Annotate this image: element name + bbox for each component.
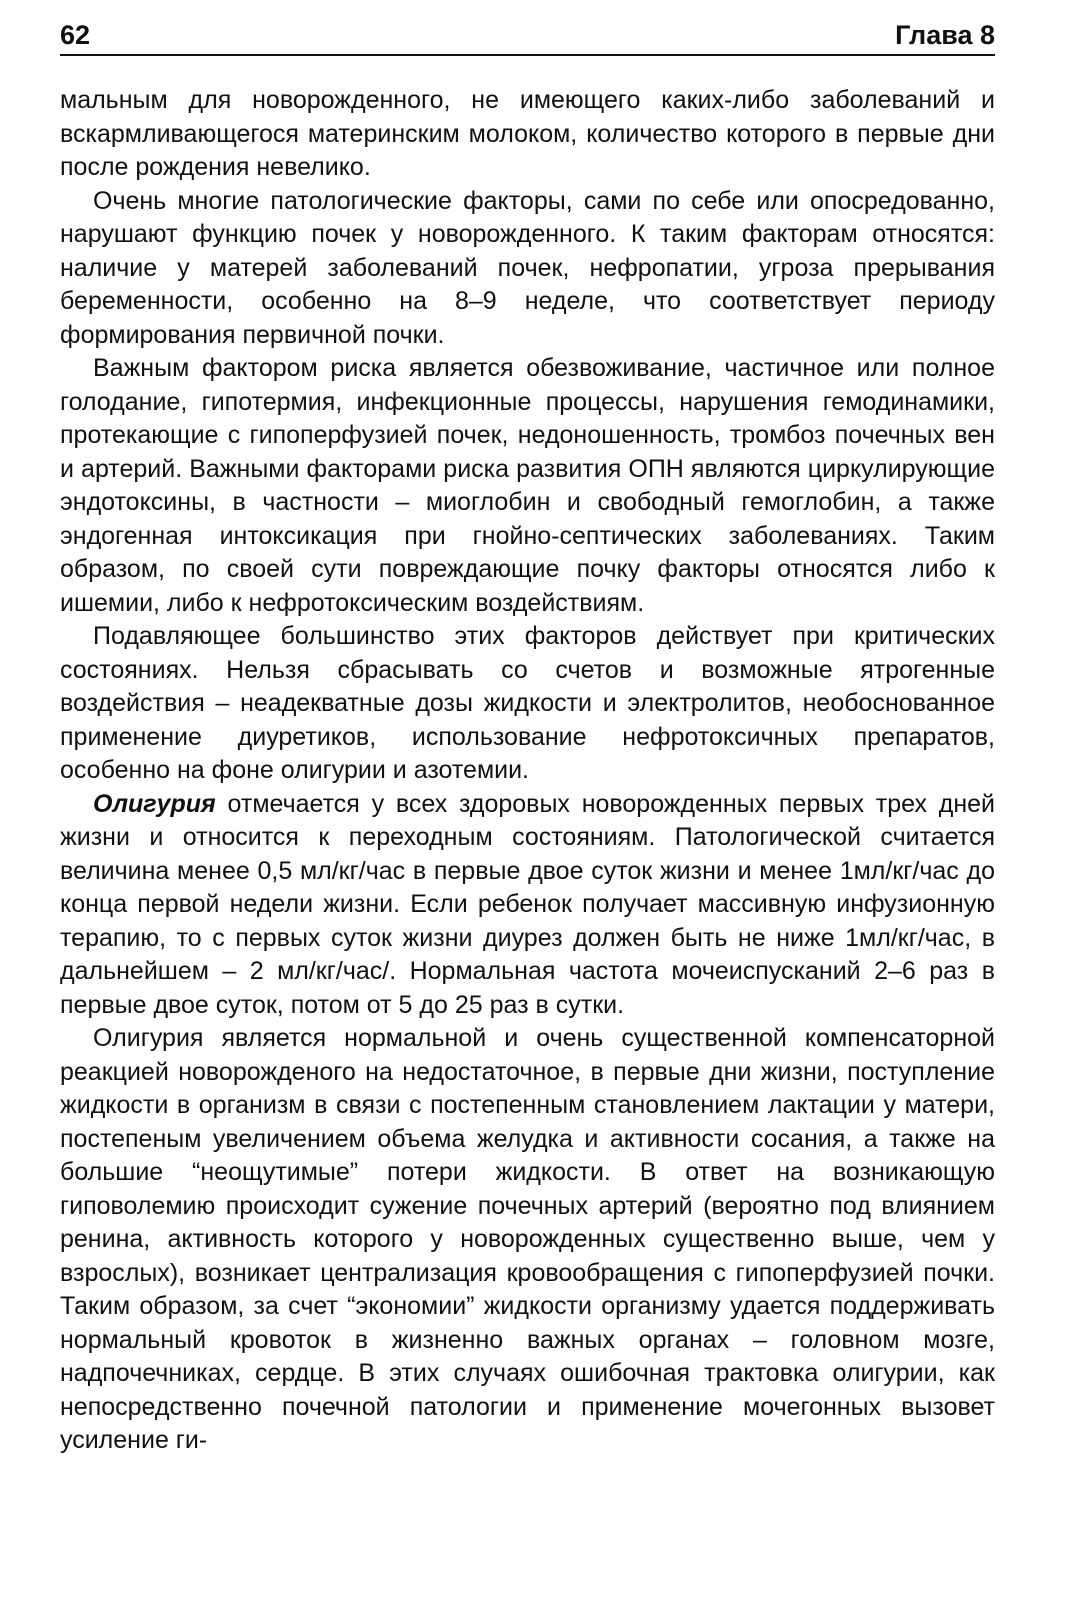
paragraph-oliguria	[60, 788, 995, 1023]
paragraph: Очень многие патологические факторы, сами по себе или опосредованно, нарушают функцию почек у новорожденного. К таким факторам относятся: наличие у матерей заболеваний почек, нефропатии, угроза прерывания беременности, особенно на 8–9 неделе, что соответствует периоду формирования первичной почки.	[60, 186, 995, 349]
book-page	[60, 20, 995, 1458]
page-number: 62	[60, 20, 91, 50]
paragraph-text: отмечается у всех здоровых новорожденных первых трех дней жизни и относится к переходным состояниям. Патологической считается величина менее 0,5 мл/кг/час в первые двое суток жизни и менее 1мл/кг/час до конца первой недели жизни. Если ребенок получает массивную инфузионную терапию, то с первых суток жизни диурез должен быть не ниже 1мл/кг/час, в дальнейшем – 2 мл/кг/час/. Нормальная частота мочеиспусканий 2–6 раз в первые двое суток, потом от 5 до 25 раз в сутки.	[60, 789, 995, 1019]
body-text	[60, 84, 995, 1458]
paragraph: Олигурия является нормальной и очень существенной компенсаторной реакцией новорожденого на недостаточное, в первые дни жизни, поступление жидкости в организм в связи с постепенным становлением лактации у матери, постепеным увеличением объема желудка и активности сосания, а также на большие “неощутимые” потери жидкости. В ответ на возникающую гиповолемию происходит сужение почечных артерий (вероятно под влиянием ренина, активность которого у новорожденных существенно выше, чем у взрослых), возникает централизация кровообращения с гипоперфузией почки. Таким образом, за счет “экономии” жидкости организму удается поддерживать нормальный кровоток в жизненно важных органах – головном мозге, надпочечниках, сердце. В этих случаях ошибочная трактовка олигурии, как непосредственно почечной патологии и применение мочегонных вызовет усиление ги-	[60, 1024, 995, 1454]
running-header	[60, 20, 995, 56]
chapter-title: Глава 8	[895, 20, 995, 50]
paragraph-continuation: мальным для новорожденного, не имеющего каких-либо заболеваний и вскармливающегося материнским молоком, количество которого в первые дни после рождения невелико.	[60, 86, 995, 181]
paragraph: Важным фактором риска является обезвоживание, частичное или полное голодание, гипотермия, инфекционные процессы, нарушения гемодинамики, протекающие с гипоперфузией почек, недоношенность, тромбоз почечных вен и артерий. Важными факторами риска развития ОПН являются циркулирующие эндотоксины, в частности – миоглобин и свободный гемоглобин, а также эндогенная интоксикация при гнойно-септических заболеваниях. Таким образом, по своей сути повреждающие почку факторы относятся либо к ишемии, либо к нефротоксическим воздействиям.	[60, 354, 995, 617]
paragraph: Подавляющее большинство этих факторов действует при критических состояниях. Нельзя сбрасывать со счетов и возможные ятрогенные воздействия – неадекватные дозы жидкости и электролитов, необоснованное применение диуретиков, использование нефротоксичных препаратов, особенно на фоне олигурии и азотемии.	[60, 622, 995, 784]
term-oliguria: Олигурия	[93, 789, 216, 818]
